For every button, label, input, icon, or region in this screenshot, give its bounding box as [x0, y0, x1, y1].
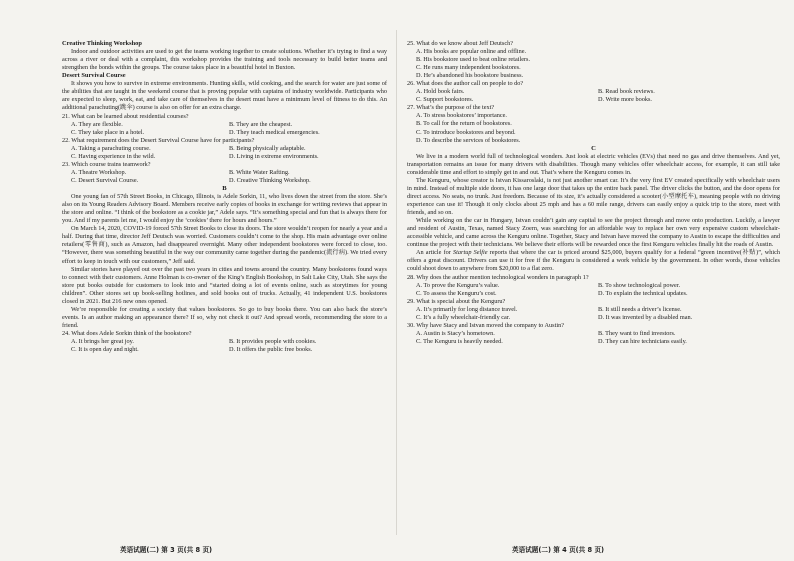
- page-footer: 英语试题(二) 第 4 页(共 8 页): [512, 546, 605, 554]
- option: A. To stress bookstores’ importance.: [416, 112, 507, 120]
- option: C. To introduce bookstores and beyond.: [416, 128, 516, 136]
- option: C. The Kenguru is heavily needed.: [416, 337, 503, 345]
- option: D. To explain the technical updates.: [598, 289, 688, 297]
- question-26-options: [407, 88, 780, 104]
- question-26: 26. What does the author call on people to do?: [407, 80, 524, 88]
- section-c-heading: C: [591, 144, 596, 152]
- option: B. To show technological power.: [598, 281, 681, 289]
- option: C. Having experience in the wild.: [71, 152, 156, 160]
- option: B. It provides people with cookies.: [229, 337, 317, 345]
- option: B. They want to find investors.: [598, 329, 676, 337]
- b-paragraph-3: Similar stories have played out over the past two years in cities and towns around the country. Many bookstores found ways to connect with their customers. Anne Holman is co-owner of the King’s English Bookshop, in Salt Lake City, Utah. She says the store put books outside for customers to look into and “started doing a lot of events online, such as storytimes for young children”. Other stores set up book-selling hotlines, and sold books out of trucks. Actually, 41 independent U.S. bookstores closed in 2021. But 216 new ones opened.: [62, 265, 387, 305]
- option: A. It’s primarily for long distance travel.: [416, 305, 518, 313]
- option: A. Austin is Stacy’s hometown.: [416, 329, 495, 337]
- option: C. It’s a fully wheelchair-friendly car.: [416, 313, 511, 321]
- option: A. To prove the Kenguru’s value.: [416, 281, 500, 289]
- option: A. Taking a parachuting course.: [71, 144, 151, 152]
- option: B. To call for the return of bookstores.: [416, 120, 512, 128]
- option: C. He runs many independent bookstores.: [416, 64, 521, 72]
- question-21-options: [62, 121, 387, 137]
- survival-paragraph: It shows you how to survive in extreme environments. Hunting skills, wild cooking, and the search for water are just some of the abilities that are taught in the weekend course that is proving popular with captains of industry worldwide. Participants who are expected to sleep, work, eat, and take care of themselves in the desert must have a minimum level of fitness to do this. An additional parachuting(跳伞) course is also on offer for an extra charge.: [62, 80, 387, 112]
- c-paragraph-4: [407, 249, 780, 273]
- question-27-options: [407, 112, 780, 144]
- option: D. Living in extreme environments.: [229, 152, 319, 160]
- option: D. It was invented by a disabled man.: [598, 313, 693, 321]
- option: B. Read book reviews.: [598, 88, 655, 96]
- question-22: 22. What requirement does the Desert Survival Course have for participants?: [62, 136, 255, 144]
- option: D. Write more books.: [598, 96, 652, 104]
- article-source: Startup Selfie: [453, 249, 488, 257]
- option: C. Desert Survival Course.: [71, 176, 139, 184]
- question-27: 27. What’s the purpose of the text?: [407, 104, 495, 112]
- b-paragraph-4: We’re responsible for creating a society that values bookstores. So go to buy books there. You can also back the store’s events. Is an author making an appearance there? If so, why not check it out? And spread words, recommending the store to a friend.: [62, 305, 387, 329]
- option: C. They take place in a hotel.: [71, 128, 145, 136]
- option: B. It still needs a driver’s license.: [598, 305, 682, 313]
- option: D. To describe the services of bookstores.: [416, 136, 521, 144]
- option: C. It is open day and night.: [71, 346, 139, 354]
- question-23-options: [62, 169, 387, 185]
- question-28-options: [407, 282, 780, 298]
- question-29-options: [407, 306, 780, 322]
- option: D. It offers the public free books.: [229, 346, 313, 354]
- option: B. White Water Rafting.: [229, 168, 290, 176]
- option: D. Creative Thinking Workshop.: [229, 176, 311, 184]
- option: A. His books are popular online and offline.: [416, 48, 527, 56]
- option: A. It brings her great joy.: [71, 337, 134, 345]
- option: B. They are the cheapest.: [229, 120, 293, 128]
- option: B. Being physically adaptable.: [229, 144, 306, 152]
- option: A. They are flexible.: [71, 120, 123, 128]
- survival-title: Desert Survival Course: [62, 72, 126, 80]
- workshop-title: Creative Thinking Workshop: [62, 40, 142, 47]
- b-paragraph-2: On March 14, 2020, COVID-19 forced 57th Street Books to close its doors. The store wouldn’t reopen for nearly a year and a half. During that time, director Jeff Deutsch was worried. Customers couldn’t come to the shop. His main advantage over online retailers(零售商), such as Amazon, had disappeared overnight. Many other independent bookstores were forced to close, too. “However, there was something beautiful in the way our community came together during the pandemic(流行病). We tried every effort to keep in touch with our customers,” Jeff said.: [62, 225, 387, 265]
- option: C. To assess the Kenguru’s cost.: [416, 289, 497, 297]
- right-page: [397, 0, 794, 561]
- c-paragraph-1: We live in a modern world full of technological wonders. Just look at electric vehicles (EVs) that need no gas and drive themselves. And yet, transportation remains an issue for many drivers with disabilities. Though many vehicles offer wheelchair access, for example, it can still take considerable time and effort to simply get in and out. That’s where the Kenguru comes in.: [407, 152, 780, 176]
- option: C. Support bookstores.: [416, 96, 474, 104]
- question-25: 25. What do we know about Jeff Deutsch?: [407, 40, 513, 47]
- question-24-options: [62, 338, 387, 354]
- b-paragraph-1: One young fan of 57th Street Books, in Chicago, Illinois, is Adele Sorkin, 11, who lives down the street from the store. She’s also on its Young Readers Advisory Board. Members receive early copies of books in exchange for writing reviews that appear in the store and online. “I think of the bookstore as a cookie jar,” Adele says. “It’s something special and fun that is always there for you. And if my parents let me, I would enjoy the ‘cookies’ there for hours and hours.”: [62, 193, 387, 225]
- section-b-heading: B: [222, 184, 227, 192]
- question-25-options: [407, 48, 780, 80]
- question-23: 23. Which course trains teamwork?: [62, 160, 151, 168]
- question-22-options: [62, 145, 387, 161]
- c-paragraph-3: While working on the car in Hungary, Istvan couldn’t gain any capital to see the project through and move onto production. Luckily, a lawyer and resident of Austin, Texas, named Stacy Zoern, was searching for an affordable way to replace her own very expensive custom wheelchair-accessible vehicle, and came across the Kenguru online. Together, Stacy and Istvan have moved the company to Austin to escape the difficulties and continue the project with their technicians. We believe their efforts will be rewarded once the first Kenguru vehicles finally hit the roads of Austin.: [407, 217, 780, 249]
- question-30-options: [407, 330, 780, 346]
- option: D. They teach medical emergencies.: [229, 128, 320, 136]
- c-paragraph-2: The Kenguru, whose creator is Istvan Kissaroslaki, is not just another smart car. It’s the very first EV created specifically with wheelchair users in mind. Instead of multiple side doors, it has one large door that takes up the entire back panel. The driver clicks the button, and the door opens for direct access. No seats, no trunk. Just freedom. Because of its size, it’s actually considered a scooter(小型摩托车), meaning people with no driving experience can use it! Though it only clocks about 25 mph and has a 60 mile range, drivers can easily enjoy a quick trip to the store, meet with friends, and so on.: [407, 176, 780, 217]
- question-24: 24. What does Adele Sorkin think of the bookstore?: [62, 329, 192, 337]
- question-21: 21. What can be learned about residential courses?: [62, 112, 189, 120]
- option: B. His bookstore used to beat online retailers.: [416, 56, 531, 64]
- option: A. Hold book fairs.: [416, 88, 465, 96]
- c-p4-rest: reports that where the car is priced around $25,000, buyers qualify for a federal “green incentive(补贴)”, which offers a great discount. Drivers can use it for free if the Kenguru is considered a work vehicle by the government. In other words, those vehicles could shoot down to anywhere from $20,000 to a flat zero.: [407, 249, 780, 273]
- c-p4-prefix: An article for: [416, 249, 454, 257]
- option: D. He’s abandoned his bookstore business.: [416, 72, 524, 80]
- question-29: 29. What is special about the Kenguru?: [407, 297, 506, 305]
- question-30: 30. Why have Stacy and Istvan moved the company to Austin?: [407, 321, 564, 329]
- option: A. Theatre Workshop.: [71, 168, 127, 176]
- workshop-paragraph: Indoor and outdoor activities are used to get the teams working together to create solutions. Whether it’s trying to find a way across a river or deal with a complaint, this workshop provides the training and tools necessary to build better teams and strengthen the bonds within the groups. The course takes place in a beautiful hotel in Buxton.: [62, 48, 387, 72]
- question-28: 28. Why does the author mention technological wonders in paragraph 1?: [407, 273, 589, 281]
- option: D. They can hire technicians easily.: [598, 337, 687, 345]
- page-footer: 英语试题(二) 第 3 页(共 8 页): [120, 546, 213, 554]
